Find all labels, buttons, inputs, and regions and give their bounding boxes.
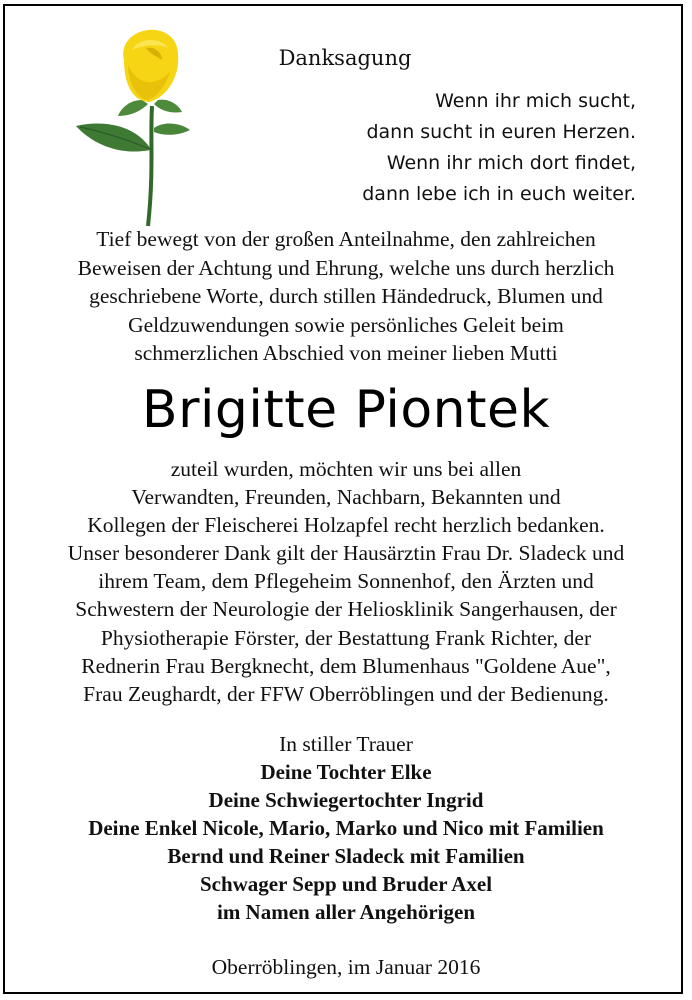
mourner-line: Bernd und Reiner Sladeck mit Familien xyxy=(167,844,525,869)
text-line: geschriebene Worte, durch stillen Händedruck, Blumen und xyxy=(89,284,603,309)
mourner-line: Schwager Sepp und Bruder Axel xyxy=(199,872,493,897)
poem-line: Wenn ihr mich dort findet, xyxy=(386,152,636,174)
page-title: Danksagung xyxy=(278,46,412,70)
yellow-rose-image xyxy=(62,20,212,230)
text-line: Geldzuwendungen sowie persönliches Geleit beim xyxy=(128,312,564,337)
text-line: Unser besonderer Dank gilt der Hausärztin Frau Dr. Sladeck und xyxy=(67,541,625,566)
poem xyxy=(362,86,636,210)
mourner-line: Deine Enkel Nicole, Mario, Marko und Nico mit Familien xyxy=(88,816,604,841)
poem-line: Wenn ihr mich sucht, xyxy=(435,90,636,112)
text-line: Verwandten, Freunden, Nachbarn, Bekannten und xyxy=(131,485,561,510)
deceased-name: Brigitte Piontek xyxy=(141,380,551,440)
text-line: ihrem Team, dem Pflegeheim Sonnenhof, den Ärzten und xyxy=(98,569,594,594)
mourning-intro xyxy=(0,730,692,758)
text-line: Kollegen der Fleischerei Holzapfel recht herzlich bedanken. xyxy=(87,513,605,538)
text-line: Frau Zeughardt, der FFW Oberröblingen und der Bedienung. xyxy=(83,681,609,706)
text-line: schmerzlichen Abschied von meiner lieben Mutti xyxy=(134,341,558,366)
text-line: Physiotherapie Förster, der Bestattung Frank Richter, der xyxy=(100,625,592,650)
mourner-line: im Namen aller Angehörigen xyxy=(216,900,475,925)
poem-line: dann lebe ich in euch weiter. xyxy=(362,183,636,205)
text-line: Rednerin Frau Bergknecht, dem Blumenhaus "Goldene Aue", xyxy=(81,653,611,678)
mourners-list xyxy=(0,758,692,927)
thanks-paragraph xyxy=(0,455,692,708)
mourner-line: Deine Tochter Elke xyxy=(260,760,432,784)
poem-line: dann sucht in euren Herzen. xyxy=(366,121,636,143)
mourner-line: Deine Schwiegertochter Ingrid xyxy=(208,788,484,813)
text-line: Tief bewegt von der großen Anteilnahme, den zahlreichen xyxy=(96,227,596,251)
text-line: Schwestern der Neurologie der Heliosklinik Sangerhausen, der xyxy=(75,597,617,622)
text-line: zuteil wurden, möchten wir uns bei allen xyxy=(170,457,522,481)
place-date: Oberröblingen, im Januar 2016 xyxy=(211,955,481,979)
intro-paragraph xyxy=(0,225,692,368)
mourning-intro-text: In stiller Trauer xyxy=(279,732,413,756)
text-line: Beweisen der Achtung und Ehrung, welche uns durch herzlich xyxy=(77,255,615,280)
